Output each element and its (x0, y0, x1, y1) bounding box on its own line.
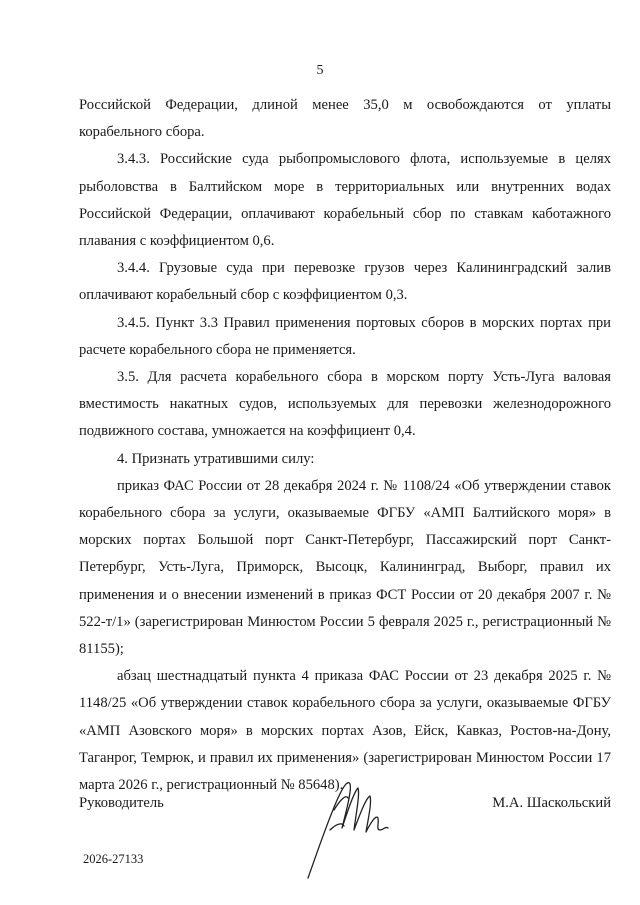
page-number: 5 (316, 63, 324, 78)
paragraph-order-1108: приказ ФАС России от 28 декабря 2024 г. № 1108/24 «Об утверждении ставок корабельного сбора за услуги, оказываемые ФГБУ «АМП Балтийского моря» в морских портах Большой порт Санкт-Петербург, Пассажирский порт Санкт-Петербург, Усть-Луга, Приморск, Высоцк, Калининград, Выборг, правил их применения и о внесении изменений в приказ ФСТ России от 20 декабря 2007 г. № 522-т/1» (зарегистрирован Минюстом России 5 февраля 2025 г., регистрационный № 81155); (79, 477, 611, 658)
paragraph-3-4-5: 3.4.5. Пункт 3.3 Правил применения портовых сборов в морских портах при расчете корабельного сбора не применяется. (79, 314, 611, 358)
document-body (79, 92, 611, 799)
paragraph-3-4-4: 3.4.4. Грузовые суда при перевозке грузов через Калининградский залив оплачивают корабельный сбор с коэффициентом 0,3. (79, 260, 611, 304)
signatory-title: Руководитель (79, 795, 164, 811)
paragraph-4: 4. Признать утратившими силу: (117, 450, 315, 467)
paragraph-order-1148: абзац шестнадцатый пункта 4 приказа ФАС России от 23 декабря 2025 г. № 1148/25 «Об утверждении ставок корабельного сбора за услуги, оказываемые ФГБУ «АМП Азовского моря» в морских портах Азов, Ейск, Кавказ, Ростов-на-Дону, Таганрог, Темрюк, и правил их применения» (зарегистрирован Минюстом России 17 марта 2026 г., регистрационный № 85648). (79, 668, 611, 794)
paragraph-3-5: 3.5. Для расчета корабельного сбора в морском порту Усть-Луга валовая вместимость накатных судов, используемых для перевозки железнодорожного подвижного состава, умножается на коэффициент 0,4. (79, 369, 611, 440)
paragraph-3-4-3: 3.4.3. Российские суда рыбопромыслового флота, используемые в целях рыболовства в Балтийском море в территориальных или внутренних водах Российской Федерации, оплачивают корабельный сбор по ставкам каботажного плавания с коэффициентом 0,6. (79, 151, 611, 250)
signatory-name: М.А. Шаскольский (492, 795, 611, 811)
paragraph-continuation: Российской Федерации, длиной менее 35,0 м освобождаются от уплаты корабельного сбора. (79, 97, 611, 141)
handwritten-signature (290, 740, 410, 880)
document-registration-number: 2026-27133 (83, 852, 144, 866)
